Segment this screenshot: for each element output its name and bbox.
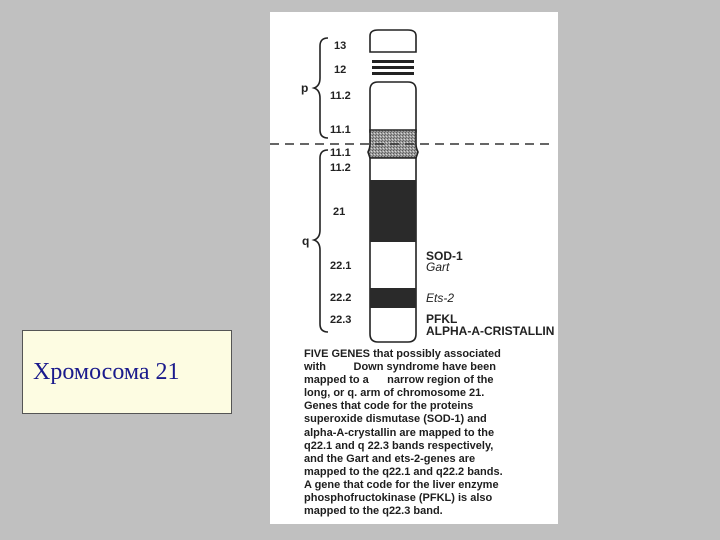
band-label-q11-2: 11.2 — [330, 162, 351, 174]
gene-label-alpha-a-cristallin: ALPHA-A-CRISTALLIN — [426, 324, 555, 338]
description-line: Genes that code for the proteins — [304, 400, 474, 413]
gene-label-pfkl: PFKL — [426, 312, 458, 326]
stalk-stripe-3 — [372, 72, 414, 75]
band-label-q22-2: 22.2 — [330, 292, 352, 304]
caption-box — [22, 330, 232, 414]
chromosome-figure — [270, 12, 558, 524]
description-line: alpha-A-crystallin are mapped to the — [304, 426, 495, 439]
satellite-13 — [370, 30, 416, 52]
p-arm-label: p — [301, 81, 309, 95]
p-arm-body — [370, 82, 416, 132]
band-label-p11-2: 11.2 — [330, 90, 351, 102]
gene-label-ets2: Ets-2 — [426, 291, 455, 305]
description-line: mapped to the q22.3 band. — [304, 505, 443, 518]
figure-description — [304, 348, 554, 518]
p-arm-bracket — [314, 38, 328, 138]
description-line: FIVE GENES that possibly associated — [304, 348, 501, 360]
description-line: long, or q. arm of chromosome 21. — [304, 387, 485, 400]
band-label-q21: 21 — [333, 206, 346, 218]
band-label-p11-1: 11.1 — [330, 124, 351, 136]
band-q222-dark — [370, 288, 416, 308]
band-label-13: 13 — [334, 40, 347, 52]
description-line: and the Gart and ets-2-genes are — [304, 452, 476, 465]
q-arm-label: q — [302, 234, 310, 248]
stalk-stripe-2 — [372, 66, 414, 69]
description-line: phosphofructokinase (PFKL) is also — [304, 492, 493, 505]
description-line: with Down syndrome have been — [304, 361, 496, 374]
description-line: superoxide dismutase (SOD-1) and — [304, 413, 487, 426]
band-label-q22-1: 22.1 — [330, 260, 352, 272]
band-label-q22-3: 22.3 — [330, 314, 352, 326]
description-line: mapped to the q22.1 and q22.2 bands. — [304, 465, 503, 478]
chromosome-ideogram — [270, 12, 558, 352]
q-arm-bracket — [314, 150, 328, 332]
slide-caption: Хромосома 21 — [33, 358, 180, 385]
stalk-stripe-1 — [372, 60, 414, 63]
band-label-q11-1: 11.1 — [330, 147, 351, 159]
gene-label-gart: Gart — [426, 260, 450, 274]
description-line: q22.1 and q 22.3 bands respectively, — [304, 439, 494, 452]
description-line: A gene that code for the liver enzyme — [304, 478, 499, 491]
description-line: mapped to a narrow region of the — [304, 374, 494, 387]
gene-label-sod1: SOD-1 — [426, 249, 463, 263]
band-label-12: 12 — [334, 64, 347, 76]
band-q21-dark — [370, 180, 416, 242]
